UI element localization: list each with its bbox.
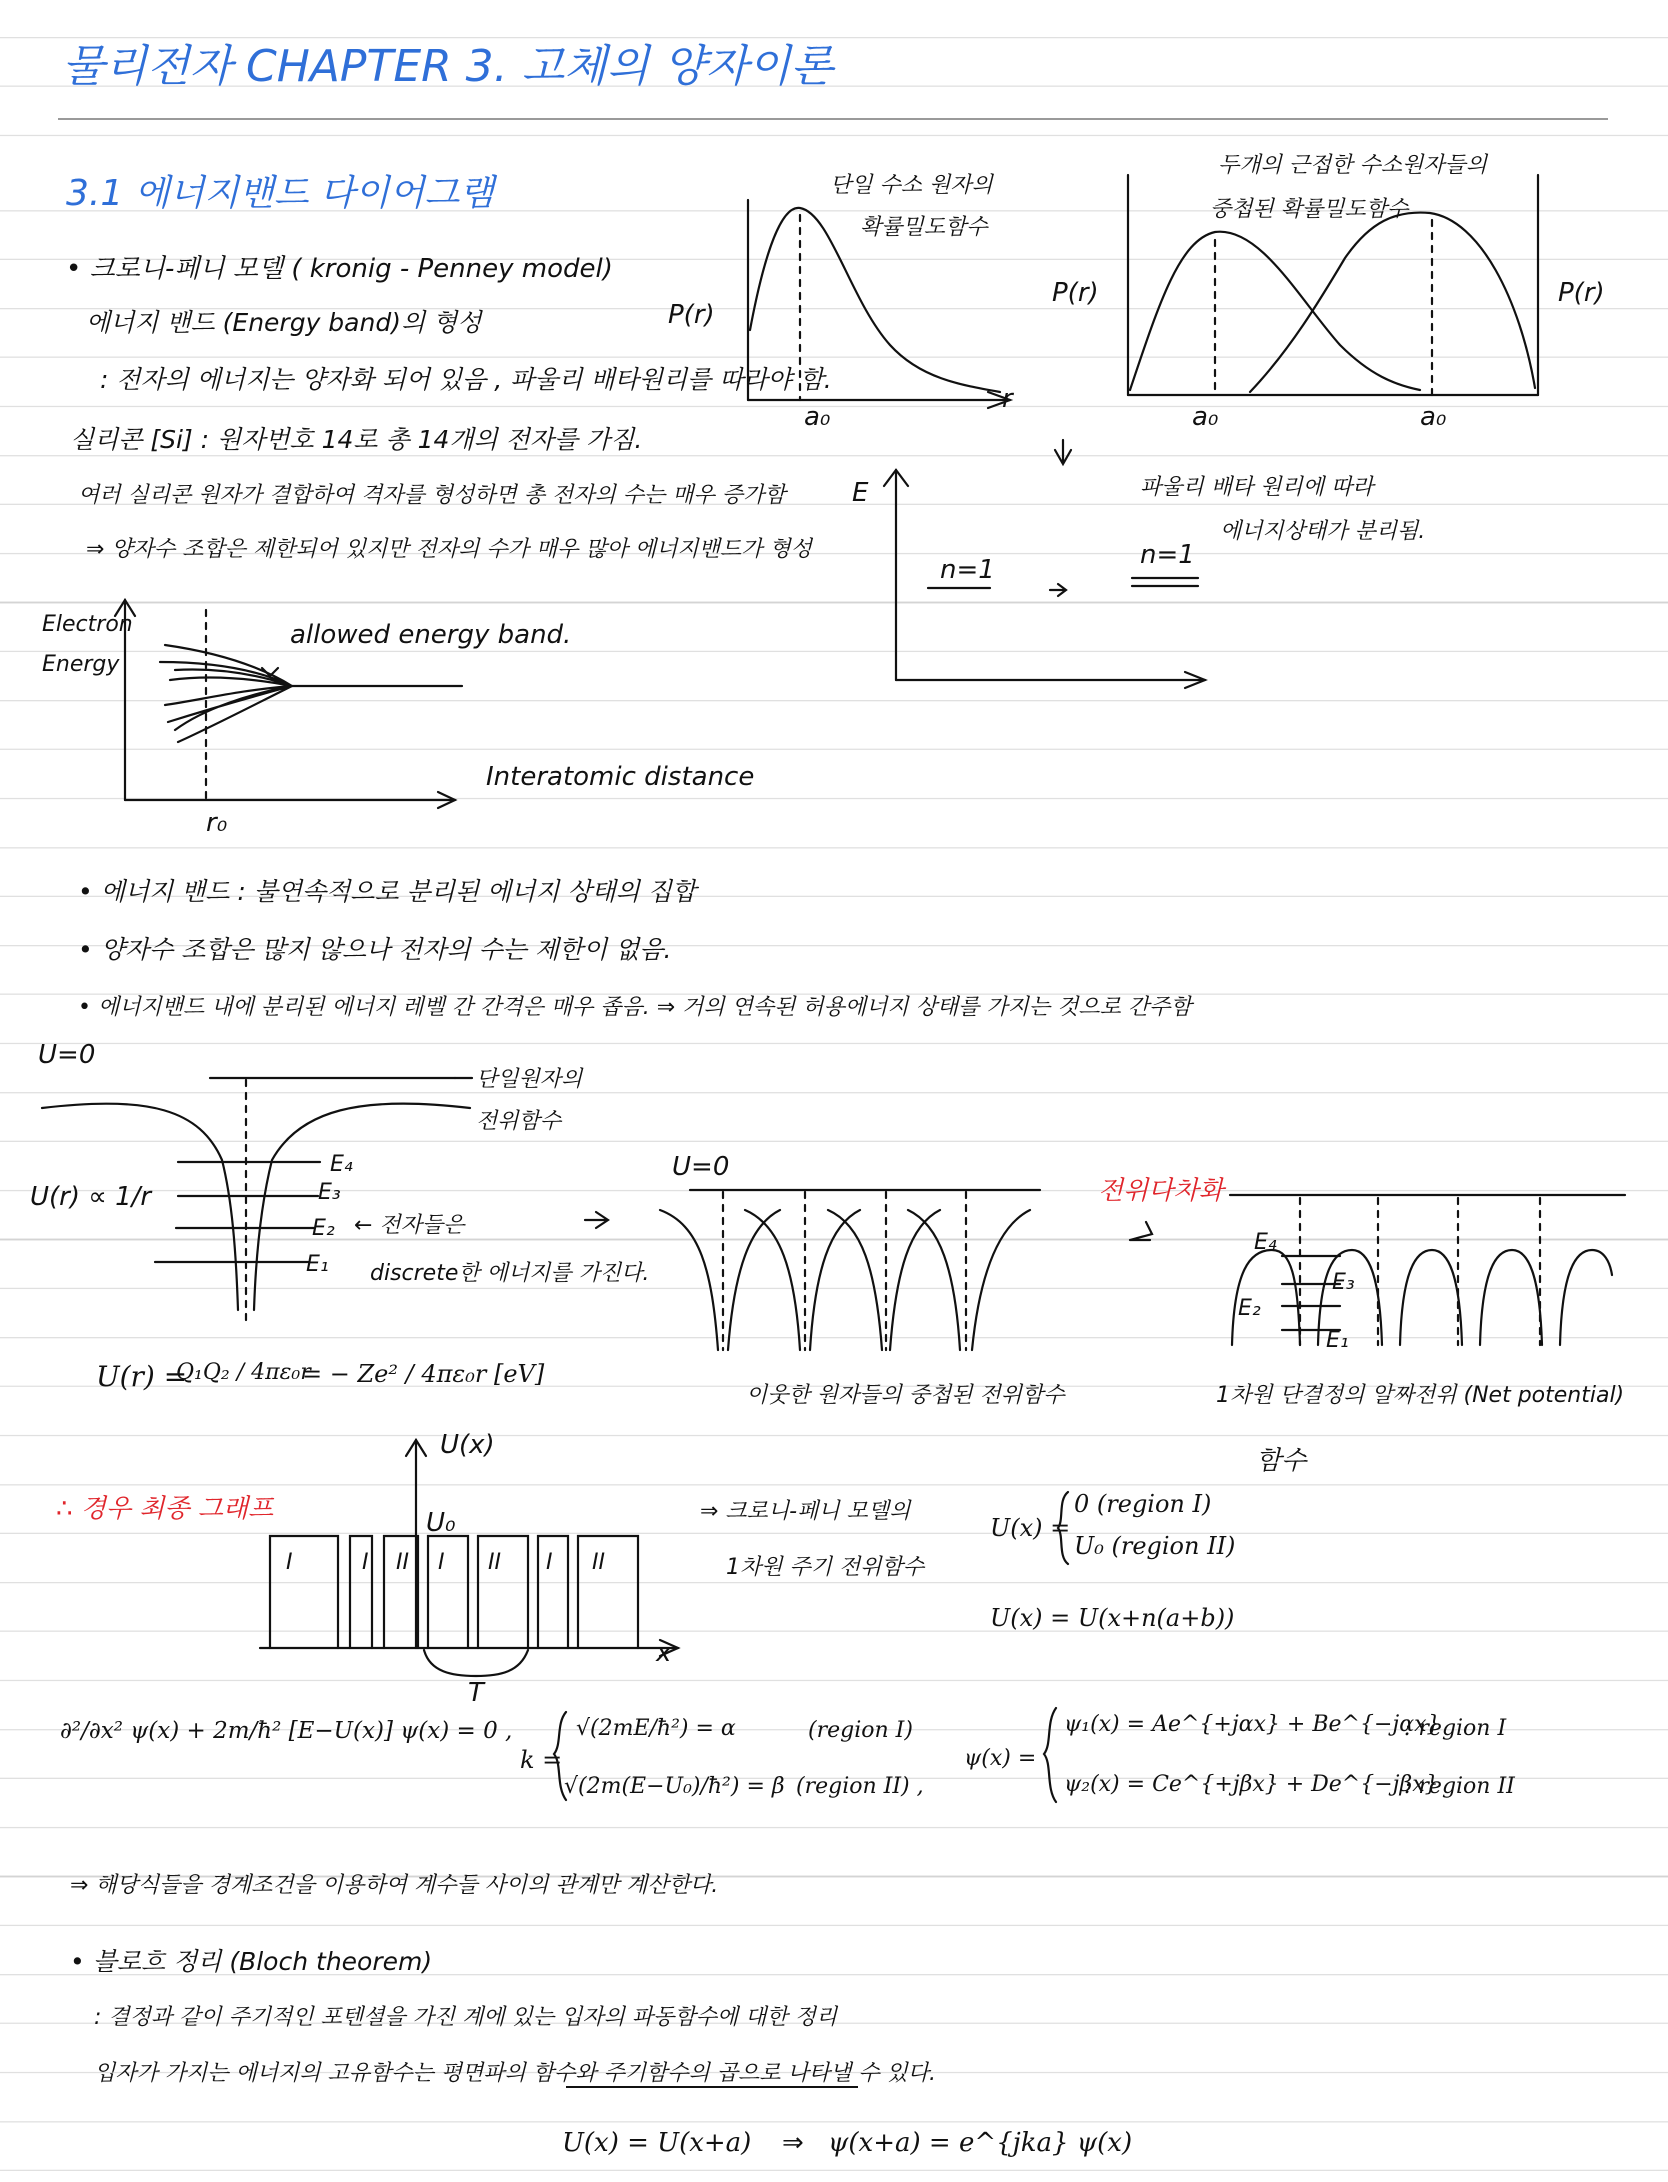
kp-T-label: T [468, 1678, 484, 1708]
kronig-line4: 여러 실리콘 원자가 결합하여 격자를 형성하면 총 전자의 수는 매우 증가함 [78, 483, 786, 508]
kp-region-4: I [438, 1550, 445, 1575]
band-note-3: • 에너지밴드 내에 분리된 에너지 레벨 간 간격은 매우 좁음. ⇒ 거의 연속된 허용에너지 상태를 가지는 것으로 간주함 [78, 995, 1192, 1020]
band-y-label-1: Electron [42, 612, 133, 637]
pot-formula-mid: Q₁Q₂ / 4πε₀r [176, 1360, 311, 1385]
double-caption-2: 중첩된 확률밀도함수 [1210, 197, 1409, 222]
split-note-2: 에너지상태가 분리됨. [1220, 519, 1426, 544]
kronig-line1: 에너지 밴드 (Energy band)의 형성 [86, 308, 482, 337]
pot-single-label-2: 전위함수 [476, 1109, 562, 1134]
schrodinger-k1: √(2mE/ħ²) = α [576, 1716, 736, 1741]
double-pr-right: P(r) [1558, 278, 1605, 308]
pot-formula-lhs: U(r) = [96, 1360, 188, 1393]
kp-def-lhs: U(x) = [990, 1514, 1071, 1542]
schrodinger-psi2-region: : region II [1404, 1774, 1515, 1799]
split-n1-left: n=1 [940, 555, 995, 585]
schrodinger-psi2: ψ₂(x) = Ce^{+jβx} + De^{−jβx} [1064, 1772, 1439, 1797]
boundary-note: ⇒ 해당식들을 경계조건을 이용하여 계수들 사이의 관계만 계산한다. [70, 1873, 719, 1898]
single-a0-label: a₀ [804, 402, 831, 432]
split-n1-right: n=1 [1140, 540, 1195, 570]
pot-level-e4: E₄ [330, 1152, 353, 1177]
kp-desc-2: 1차원 주기 전위함수 [726, 1555, 924, 1580]
split-note-1: 파울리 배타 원리에 따라 [1140, 475, 1374, 500]
bloch-eq2: ψ(x+a) = e^{jka} ψ(x) [828, 2128, 1133, 2158]
schrodinger-psi-lhs: ψ(x) = [964, 1746, 1037, 1771]
schrodinger-psi1: ψ₁(x) = Ae^{+jαx} + Be^{−jαx} [1064, 1712, 1441, 1737]
band-y-label-2: Energy [42, 652, 120, 677]
kp-periodic: U(x) = U(x+n(a+b)) [990, 1604, 1235, 1632]
k-brace [554, 1712, 566, 1800]
schrodinger-k1-region: (region I) [808, 1718, 913, 1743]
band-note-2: • 양자수 조합은 많지 않으나 전자의 수는 제한이 없음. [78, 935, 672, 964]
kp-region-7: II [592, 1550, 605, 1575]
section-heading: 3.1 에너지밴드 다이어그램 [66, 173, 494, 214]
bloch-eq1: U(x) = U(x+a) [562, 2128, 752, 2158]
bloch-line1: : 결정과 같이 주기적인 포텐셜을 가진 계에 있는 입자의 파동함수에 대한 정리 [94, 2005, 838, 2030]
pot-u0-b-label: U=0 [672, 1152, 730, 1182]
schrodinger-k2: √(2m(E−U₀)/ħ²) = β [564, 1774, 785, 1799]
pot-single-label-1: 단일원자의 [476, 1067, 583, 1092]
schrodinger-psi1-region: : region I [1404, 1716, 1507, 1741]
bloch-line2: 입자가 가지는 에너지의 고유함수는 평면파의 함수와 주기함수의 곱으로 나타낼 수 있다. [94, 2061, 936, 2086]
kp-region-2: I [362, 1550, 369, 1575]
double-a0-2: a₀ [1420, 402, 1447, 432]
double-caption-1: 두개의 근접한 수소원자들의 [1218, 153, 1488, 178]
net-caption-1: 1차원 단결정의 알짜전위 (Net potential) [1216, 1383, 1625, 1408]
pot-electrons-1: ← 전자들은 [354, 1213, 465, 1238]
net-level-e3: E₃ [1332, 1270, 1355, 1295]
psi-brace [1044, 1708, 1056, 1802]
schrodinger-k-lhs: k = [520, 1746, 563, 1774]
kp-region-1: I [286, 1550, 293, 1575]
net-level-e4: E₄ [1254, 1230, 1277, 1255]
pot-electrons-2: discrete한 에너지를 가진다. [370, 1261, 650, 1286]
band-x-label: Interatomic distance [486, 762, 755, 792]
kp-region-6: I [546, 1550, 553, 1575]
kp-def-case1: 0 (region I) [1074, 1490, 1212, 1518]
net-caption-2: 함수 [1256, 1446, 1307, 1476]
schrodinger-eq: ∂²/∂x² ψ(x) + 2m/ħ² [E−U(x)] ψ(x) = 0 , [60, 1718, 513, 1744]
kp-region-3: II [396, 1550, 409, 1575]
schrodinger-k2-region: (region II) , [796, 1774, 924, 1799]
kronig-line2: : 전자의 에너지는 양자화 되어 있음 , 파울리 배타원리를 따라야 함. [100, 365, 832, 394]
pot-level-e3: E₃ [318, 1180, 341, 1205]
single-caption-1: 단일 수소 원자의 [830, 173, 993, 198]
single-pr-label: P(r) [668, 300, 715, 330]
kp-title: ∴ 경우 최종 그래프 [56, 1494, 274, 1524]
pot-level-e1: E₁ [306, 1252, 329, 1277]
kp-u0-label: U₀ [426, 1508, 456, 1538]
page-title: 물리전자 CHAPTER 3. 고체의 양자이론 [62, 41, 834, 92]
double-a0-1: a₀ [1192, 402, 1219, 432]
kp-ux-label: U(x) [440, 1430, 495, 1460]
single-r-label: r [1002, 384, 1013, 414]
net-level-e1: E₁ [1326, 1328, 1349, 1353]
pot-ur-label: U(r) ∝ 1/r [30, 1182, 152, 1212]
split-E-label: E [852, 478, 869, 508]
kp-def-case2: U₀ (region II) [1074, 1532, 1236, 1560]
kronig-line3: 실리콘 [Si] : 원자번호 14로 총 14개의 전자를 가짐. [70, 425, 643, 454]
kp-desc-1: ⇒ 크로니-페니 모델의 [700, 1499, 911, 1524]
double-pr-left: P(r) [1052, 278, 1099, 308]
overlap-caption: 이웃한 원자들의 중첩된 전위함수 [746, 1383, 1065, 1408]
single-caption-2: 확률밀도함수 [860, 215, 988, 240]
band-allowed-label: allowed energy band. [290, 620, 572, 650]
bloch-arrow: ⇒ [782, 2128, 804, 2158]
kp-x-label: x [656, 1638, 672, 1668]
pot-formula-rhs: = − Ze² / 4πε₀r [eV] [302, 1360, 545, 1388]
pot-u0-label: U=0 [38, 1040, 96, 1070]
net-level-e2: E₂ [1238, 1296, 1261, 1321]
band-r0-label: r₀ [206, 808, 228, 838]
kronig-bullet: • 크로니-페니 모델 ( kronig - Penney model) [66, 254, 613, 284]
band-note-1: • 에너지 밴드 : 불연속적으로 분리된 에너지 상태의 집합 [78, 877, 697, 906]
bloch-underline [566, 2086, 858, 2088]
kronig-line5: ⇒ 양자수 조합은 제한되어 있지만 전자의 수가 매우 많아 에너지밴드가 형성 [86, 537, 812, 562]
bloch-title: • 블로흐 정리 (Bloch theorem) [70, 1947, 433, 1976]
pot-level-e2: E₂ [312, 1216, 335, 1241]
mesh-label: 전위다차화 [1098, 1176, 1224, 1206]
kp-region-5: II [488, 1550, 501, 1575]
